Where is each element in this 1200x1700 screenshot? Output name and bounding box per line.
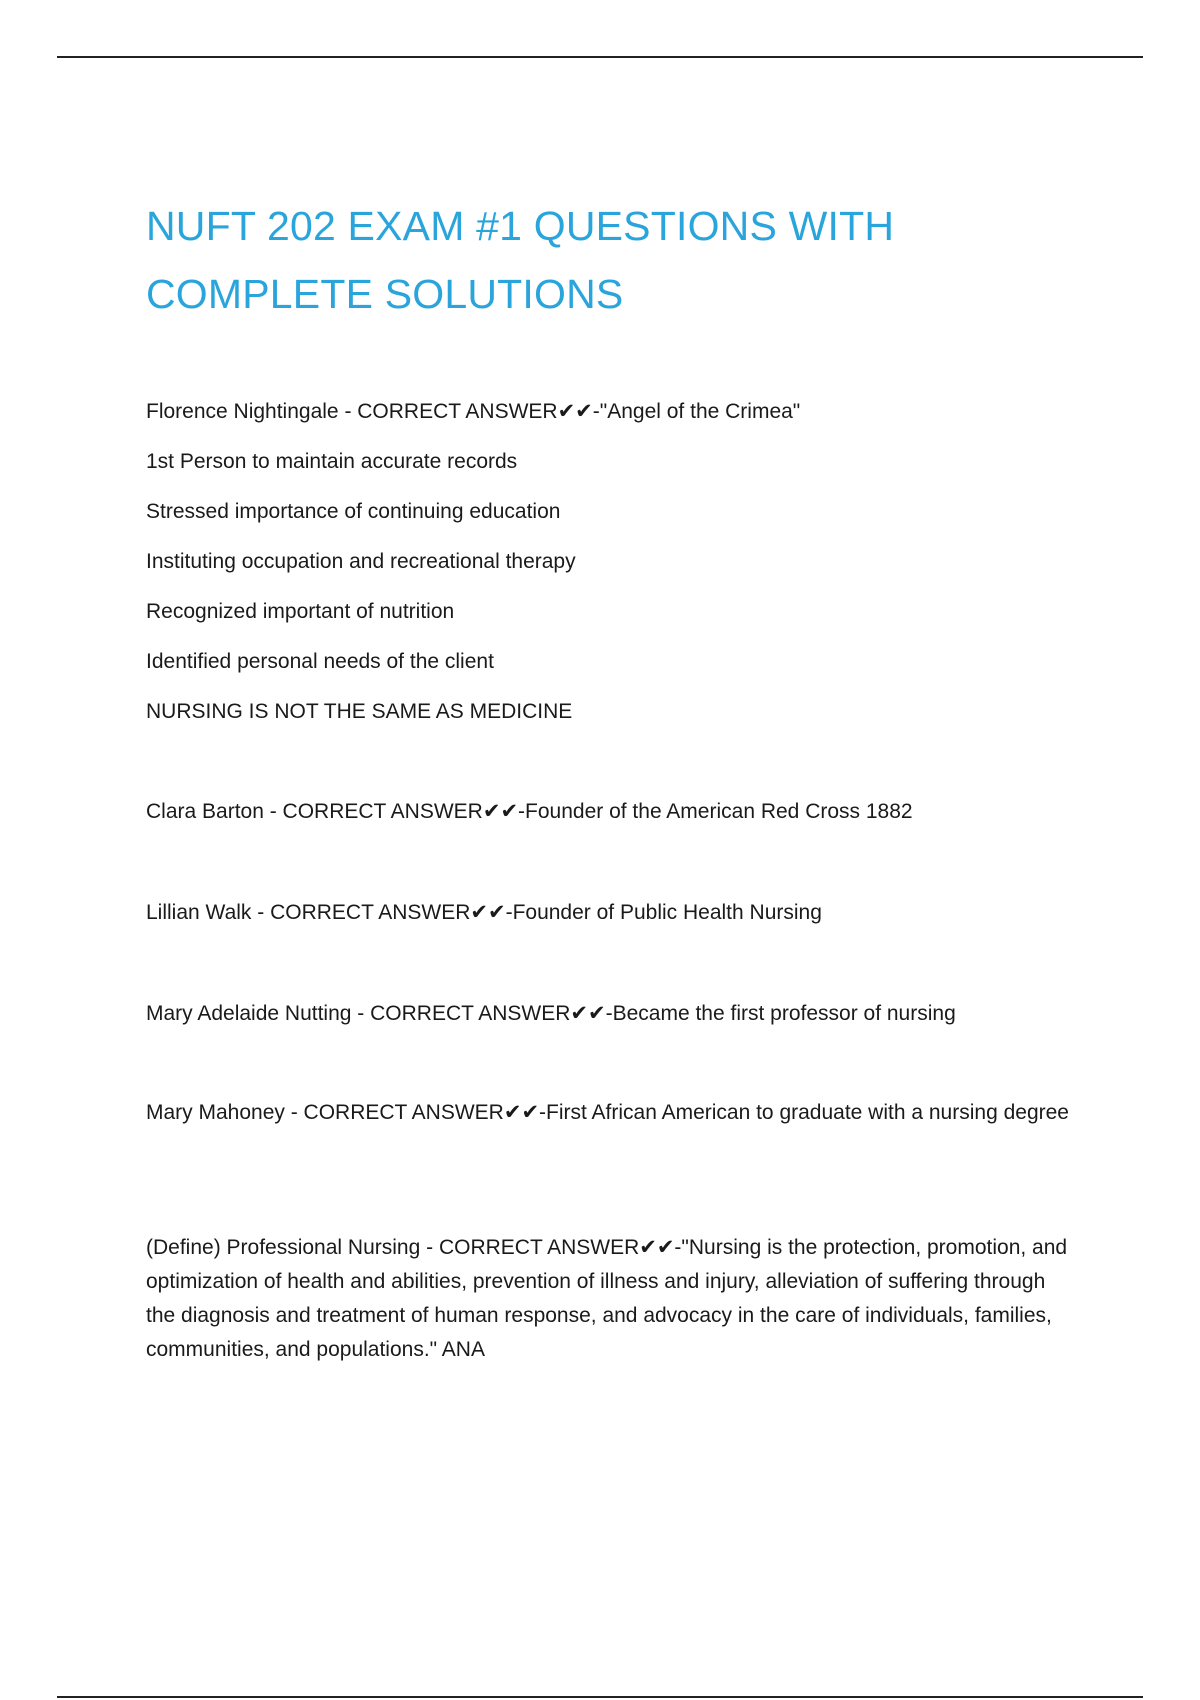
entry-line: Stressed importance of continuing education bbox=[146, 500, 561, 523]
footer-rule bbox=[57, 1696, 1143, 1698]
header-rule bbox=[57, 56, 1143, 58]
document-title-line-2: COMPLETE SOLUTIONS bbox=[146, 271, 624, 317]
document-title bbox=[146, 192, 1106, 328]
document-title-line-1: NUFT 202 EXAM #1 QUESTIONS WITH bbox=[146, 203, 895, 249]
entry-line: 1st Person to maintain accurate records bbox=[146, 450, 518, 473]
entry-florence-nightingale: Florence Nightingale - CORRECT ANSWER✔✔-"Angel of the Crimea" bbox=[146, 400, 801, 423]
entry-line: Recognized important of nutrition bbox=[146, 600, 455, 623]
entry-mary-mahoney: Mary Mahoney - CORRECT ANSWER✔✔-First African American to graduate with a nursing degree bbox=[146, 1101, 1069, 1124]
entry-line: Identified personal needs of the client bbox=[146, 650, 494, 673]
entry-mary-adelaide-nutting: Mary Adelaide Nutting - CORRECT ANSWER✔✔-Became the first professor of nursing bbox=[146, 1002, 956, 1025]
entry-line: Instituting occupation and recreational therapy bbox=[146, 550, 576, 573]
entry-line: NURSING IS NOT THE SAME AS MEDICINE bbox=[146, 700, 573, 723]
entry-professional-nursing-definition: (Define) Professional Nursing - CORRECT ANSWER✔✔-"Nursing is the protection, promotion, and optimization of health and abilities, prevention of illness and injury, alleviation of suffering through the diagnosis and treatment of human response, and advocacy in the care of individuals, families, communities, and populations." ANA bbox=[146, 1236, 1068, 1361]
entry-clara-barton: Clara Barton - CORRECT ANSWER✔✔-Founder of the American Red Cross 1882 bbox=[146, 800, 913, 823]
entry-lillian-walk: Lillian Walk - CORRECT ANSWER✔✔-Founder of Public Health Nursing bbox=[146, 901, 822, 924]
